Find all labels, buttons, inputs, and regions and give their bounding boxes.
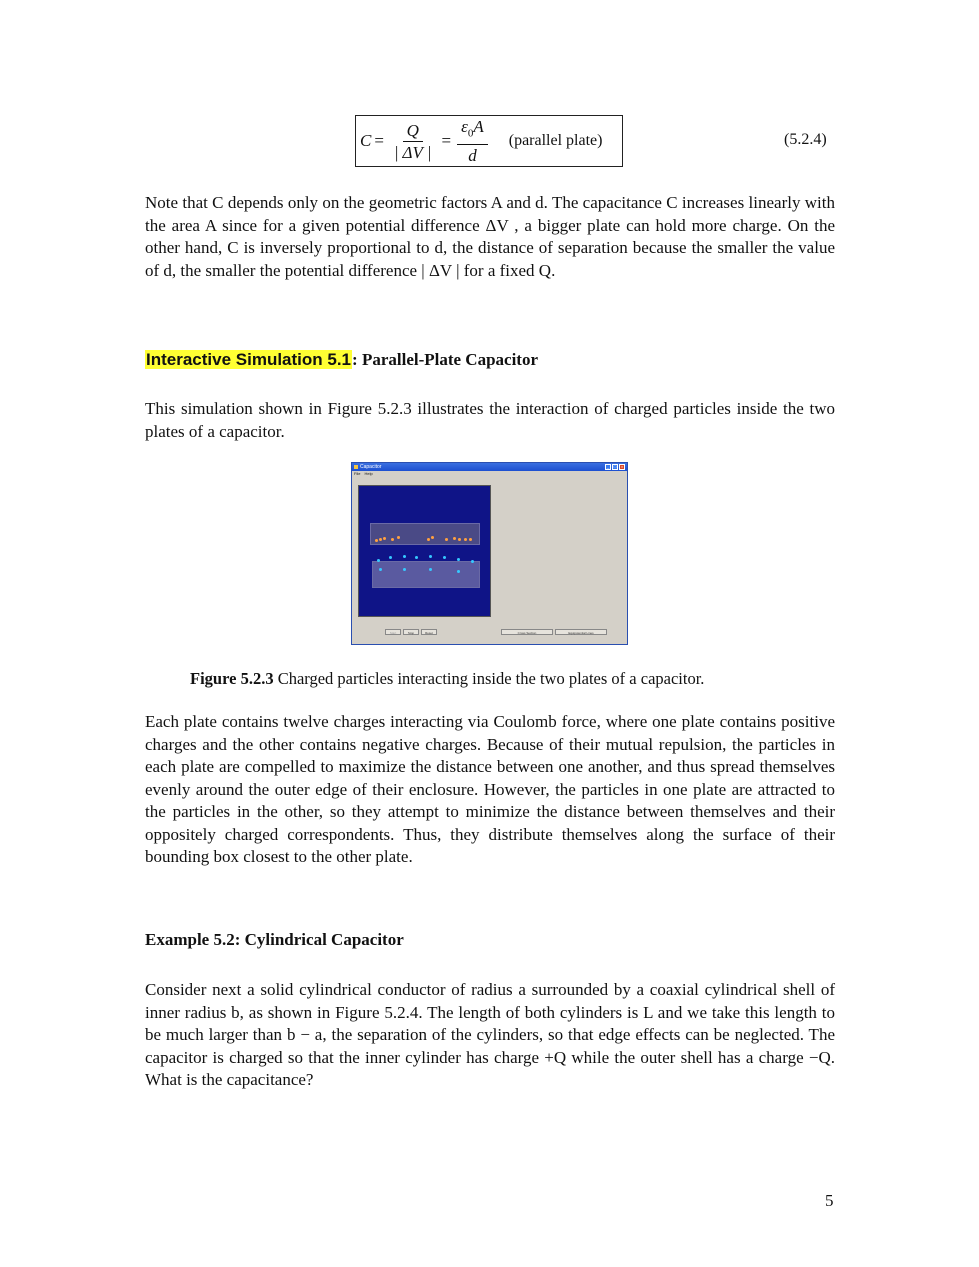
example-heading: Example 5.2: Cylindrical Capacitor <box>145 930 404 949</box>
figure-label: Figure 5.2.3 <box>190 669 274 688</box>
page-number: 5 <box>825 1191 834 1210</box>
negative-plate <box>372 561 480 588</box>
eq-epsilon: ε <box>461 116 468 136</box>
eq-frac2-denominator: d <box>468 146 477 166</box>
negative-charge <box>457 558 460 561</box>
sim-heading-colon: : <box>352 350 358 369</box>
paragraph-1: Note that C depends only on the geometric factors A and d. The capacitance C increases linearly with the area A since for a given potential difference ΔV , a bigger plate can hold more charge. On the other hand, C is inversely proportional to d, the distance of separation because the smaller the value of d, the smaller the potential difference | ΔV | for a fixed Q. <box>145 193 835 280</box>
simulation-window <box>351 462 628 645</box>
sim-menubar <box>352 471 627 477</box>
sim-controls-right <box>501 629 607 635</box>
equipotential-lines-button[interactable]: Equipotential Lines <box>555 629 607 635</box>
positive-charge <box>464 538 467 541</box>
window-controls <box>605 464 625 470</box>
menu-file[interactable]: File <box>354 471 361 476</box>
positive-charge <box>469 538 472 541</box>
negative-charge <box>415 556 418 559</box>
eq-epsilon-subscript: 0 <box>467 127 474 140</box>
negative-charge <box>389 556 392 559</box>
equation-box <box>355 115 623 167</box>
sim-heading <box>145 350 538 370</box>
sim-title: Capacitor <box>360 464 382 470</box>
negative-charge <box>379 568 382 571</box>
positive-charge <box>383 537 386 540</box>
sim-titlebar <box>352 463 627 471</box>
paragraph-4: Consider next a solid cylindrical conductor of radius a surrounded by a coaxial cylindrical shell of inner radius b, as shown in Figure 5.2.4. The length of both cylinders is L and we take this length to be much larger than b − a, the separation of the cylinders, so that edge effects can be neglected. The capacitor is charged so that the inner cylinder has charge +Q while the outer shell has a charge −Q. What is the capacitance? <box>145 980 835 1089</box>
eq-tag: (parallel plate) <box>508 132 603 149</box>
equation-row <box>360 116 602 166</box>
stop-button[interactable]: Stop <box>403 629 419 635</box>
eq-area: A <box>473 116 484 136</box>
minimize-icon[interactable]: _ <box>606 464 610 469</box>
sim-controls-left <box>385 629 437 635</box>
positive-charge <box>397 536 400 539</box>
negative-charge <box>429 555 432 558</box>
negative-charge <box>429 568 432 571</box>
positive-plate <box>370 523 480 545</box>
negative-charge <box>403 555 406 558</box>
figure-caption-text: Charged particles interacting inside the two plates of a capacitor. <box>273 669 705 688</box>
eq-fraction-1 <box>390 121 436 162</box>
positive-charge <box>445 538 448 541</box>
figure-caption <box>190 669 704 689</box>
close-icon[interactable]: × <box>620 464 624 469</box>
reset-button[interactable]: Reset <box>421 629 437 635</box>
eq-frac1-numerator: Q <box>403 121 423 142</box>
positive-charge <box>453 537 456 540</box>
negative-charge <box>377 559 380 562</box>
positive-charge <box>379 538 382 541</box>
sim-canvas[interactable] <box>358 485 491 617</box>
start-button[interactable]: Start <box>385 629 401 635</box>
positive-charge <box>431 536 434 539</box>
menu-help[interactable]: Help <box>364 471 373 476</box>
eq-frac1-denominator: | ΔV | <box>393 142 432 162</box>
negative-charge <box>403 568 406 571</box>
positive-charge <box>427 538 430 541</box>
sim-heading-link[interactable]: Interactive Simulation 5.1 <box>146 350 352 369</box>
sim-heading-title: Parallel-Plate Capacitor <box>361 350 539 369</box>
cross-section-button[interactable]: Cross Section <box>501 629 553 635</box>
eq-lhs: C <box>360 131 372 150</box>
paragraph-2: This simulation shown in Figure 5.2.3 illustrates the interaction of charged particles inside the two plates of a capacitor. <box>145 399 835 441</box>
app-icon <box>354 465 358 469</box>
equation-number: (5.2.4) <box>784 131 827 148</box>
eq-equals-1: = <box>374 131 384 150</box>
eq-frac2-numerator <box>457 117 488 145</box>
negative-charge <box>443 556 446 559</box>
positive-charge <box>391 538 394 541</box>
eq-fraction-2 <box>457 117 488 165</box>
positive-charge <box>458 538 461 541</box>
eq-equals-2: = <box>441 131 452 150</box>
maximize-icon[interactable]: □ <box>613 464 617 469</box>
negative-charge <box>457 570 460 573</box>
positive-charge <box>375 539 378 542</box>
paragraph-3: Each plate contains twelve charges interacting via Coulomb force, where one plate contains positive charges and the other contains negative charges. Because of their mutual repulsion, the particles in each plate are compelled to maximize the distance between one another, and thus spread themselves evenly around the outer edge of their enclosure. However, the particles in one plate are attracted to the particles in the other, so they attempt to minimize the distance between themselves and their oppositely charged correspondents. Thus, they distribute themselves along the surface of their bounding box closest to the other plate. <box>145 712 835 866</box>
negative-charge <box>471 560 474 563</box>
